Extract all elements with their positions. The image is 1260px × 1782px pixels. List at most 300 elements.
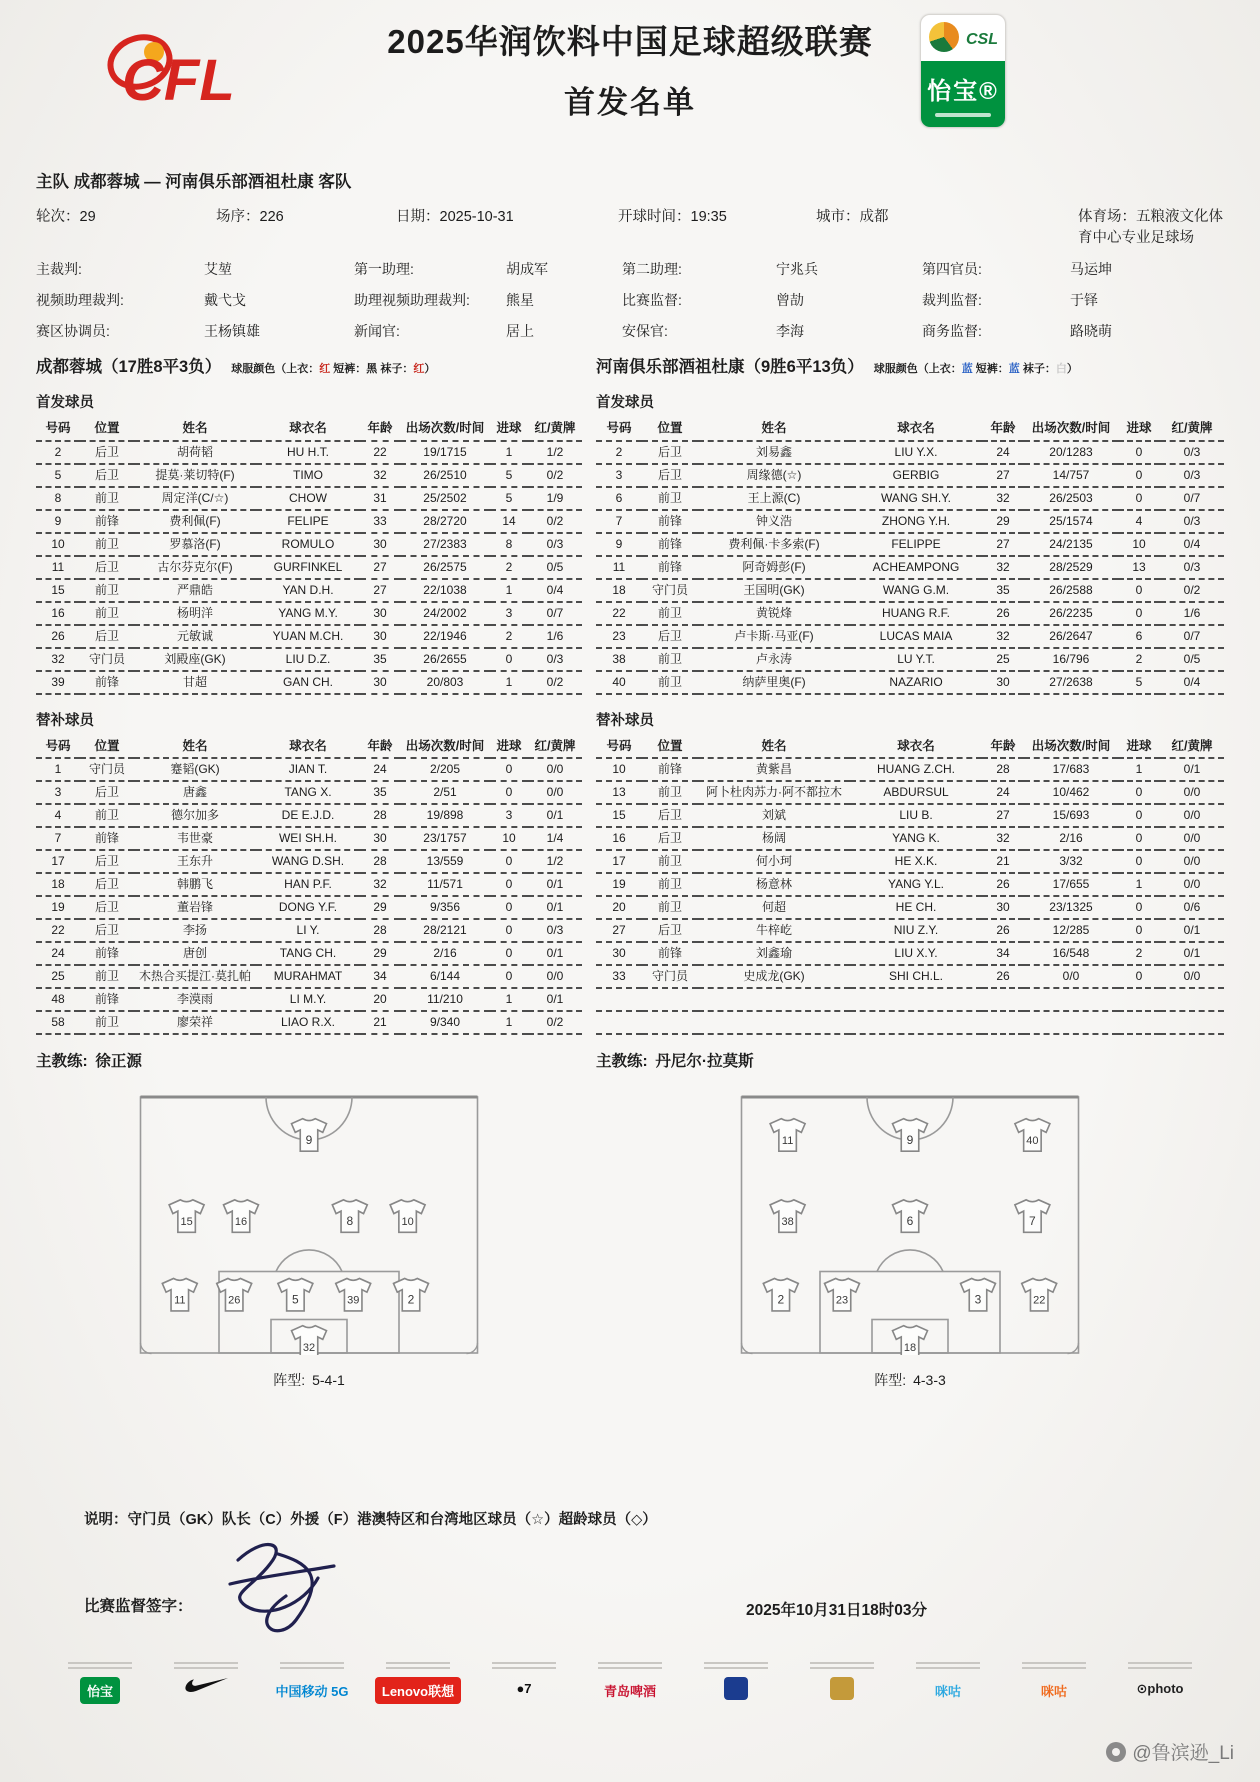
player-cell: 10 xyxy=(36,533,80,556)
player-row xyxy=(36,510,1224,533)
svg-text:9: 9 xyxy=(906,1133,914,1148)
column-header: 球衣名 xyxy=(850,736,982,759)
player-cell: 11 xyxy=(596,556,642,579)
column-header: 红/黄牌 xyxy=(528,736,582,759)
player-cell: 后卫 xyxy=(80,441,134,464)
section-label: 替补球员 xyxy=(596,712,654,729)
player-cell: 0/4 xyxy=(1160,533,1224,556)
jersey-11 xyxy=(162,1279,197,1312)
player-cell: 守门员 xyxy=(80,758,134,781)
supervisor-signature xyxy=(204,1532,364,1647)
player-cell: 26/2647 xyxy=(1024,625,1118,648)
official-label: 赛区协调员: xyxy=(36,323,110,339)
player-cell: 0 xyxy=(1118,804,1160,827)
player-cell: 前锋 xyxy=(642,510,698,533)
player-cell: 15/693 xyxy=(1024,804,1118,827)
player-cell: 0 xyxy=(1118,919,1160,942)
player-cell: 0 xyxy=(1118,850,1160,873)
jersey-38 xyxy=(770,1200,805,1233)
official-label: 主裁判: xyxy=(36,261,82,277)
player-cell: 27 xyxy=(360,556,400,579)
jersey-5 xyxy=(278,1279,313,1312)
player-cell: 廖荣祥 xyxy=(134,1011,256,1034)
player-cell: ZHONG Y.H. xyxy=(850,510,982,533)
player-cell: 费利佩·卡多索(F) xyxy=(698,533,850,556)
svg-text:11: 11 xyxy=(781,1135,794,1148)
official-name: 马运坤 xyxy=(1070,261,1112,277)
player-cell: 30 xyxy=(360,827,400,850)
player-row xyxy=(36,804,1224,827)
player-cell: 15 xyxy=(36,579,80,602)
player-cell: 26/2235 xyxy=(1024,602,1118,625)
player-cell: 阿卜杜肉苏力·阿不都拉木 xyxy=(698,781,850,804)
player-cell: 唐创 xyxy=(134,942,256,965)
official-label: 视频助理裁判: xyxy=(36,292,124,308)
player-cell: HE CH. xyxy=(850,896,982,919)
player-row xyxy=(36,873,1224,896)
lenovo-logo xyxy=(370,1662,466,1704)
player-cell: 0/5 xyxy=(528,556,582,579)
player-cell: 刘殿座(GK) xyxy=(134,648,256,671)
gold-partner-logo xyxy=(794,1662,890,1704)
info-value: 五粮液文化体育中心专业足球场 xyxy=(1078,209,1223,246)
player-cell: CHOW xyxy=(256,487,360,510)
svg-text:22: 22 xyxy=(1033,1294,1046,1307)
player-cell: 17/655 xyxy=(1024,873,1118,896)
player-cell: 卢卡斯·马亚(F) xyxy=(698,625,850,648)
player-row xyxy=(36,965,1224,988)
column-header: 进球 xyxy=(1118,418,1160,441)
player-cell: 董岩锋 xyxy=(134,896,256,919)
player-cell: 后卫 xyxy=(80,556,134,579)
player-cell: 32 xyxy=(36,648,80,671)
player-cell: 3 xyxy=(490,602,528,625)
player-cell: 3 xyxy=(490,804,528,827)
watermark-text: @鲁滨逊_Li xyxy=(1132,1743,1234,1764)
player-cell: 古尔芬克尔(F) xyxy=(134,556,256,579)
player-cell: 28/2720 xyxy=(400,510,490,533)
player-cell: 蹇韬(GK) xyxy=(134,758,256,781)
player-cell: 前锋 xyxy=(642,556,698,579)
blue-partner-logo xyxy=(688,1662,784,1704)
player-cell: 0/1 xyxy=(528,804,582,827)
player-cell: 后卫 xyxy=(80,625,134,648)
player-cell: 0/0 xyxy=(1160,804,1224,827)
player-cell: 29 xyxy=(360,896,400,919)
player-cell: 何小珂 xyxy=(698,850,850,873)
player-cell: 3 xyxy=(596,464,642,487)
player-cell: 23/1757 xyxy=(400,827,490,850)
player-cell: 0/7 xyxy=(1160,625,1224,648)
player-cell: 唐鑫 xyxy=(134,781,256,804)
kit-shirt-color: 红 xyxy=(319,363,331,375)
column-header: 红/黄牌 xyxy=(528,418,582,441)
player-cell: 周定洋(C/☆) xyxy=(134,487,256,510)
player-cell: 21 xyxy=(360,1011,400,1034)
player-cell: 30 xyxy=(982,896,1024,919)
player-cell: LI M.Y. xyxy=(256,988,360,1011)
player-cell: 6 xyxy=(1118,625,1160,648)
player-cell: LUCAS MAIA xyxy=(850,625,982,648)
player-cell: 杨阔 xyxy=(698,827,850,850)
player-cell: 39 xyxy=(36,671,80,694)
player-cell: 后卫 xyxy=(642,625,698,648)
official-label: 助理视频助理裁判: xyxy=(354,292,470,308)
column-header: 号码 xyxy=(596,736,642,759)
player-cell: 16/548 xyxy=(1024,942,1118,965)
player-cell: LIU B. xyxy=(850,804,982,827)
column-header: 年龄 xyxy=(360,418,400,441)
player-cell: 0 xyxy=(1118,579,1160,602)
player-cell: 32 xyxy=(360,464,400,487)
player-cell: 26/2510 xyxy=(400,464,490,487)
player-cell: 26 xyxy=(982,965,1024,988)
player-cell: 前锋 xyxy=(80,671,134,694)
player-cell: 2 xyxy=(36,441,80,464)
info-label: 体育场： xyxy=(1078,209,1136,225)
player-cell xyxy=(850,988,982,1011)
player-cell: 0/2 xyxy=(1160,579,1224,602)
column-header: 年龄 xyxy=(982,418,1024,441)
player-cell: 9/340 xyxy=(400,1011,490,1034)
player-cell xyxy=(642,1011,698,1034)
player-cell: 前锋 xyxy=(642,942,698,965)
migu-orange-logo xyxy=(1006,1662,1102,1704)
player-cell: 2/16 xyxy=(400,942,490,965)
player-cell: LIU D.Z. xyxy=(256,648,360,671)
svg-text:3: 3 xyxy=(974,1292,982,1307)
player-cell: 24/2002 xyxy=(400,602,490,625)
svg-text:11: 11 xyxy=(174,1294,186,1307)
player-cell xyxy=(596,988,642,1011)
column-header: 号码 xyxy=(596,418,642,441)
player-cell: LIU Y.X. xyxy=(850,441,982,464)
player-cell: 后卫 xyxy=(80,873,134,896)
player-cell: 18 xyxy=(596,579,642,602)
player-cell: 后卫 xyxy=(642,804,698,827)
player-cell xyxy=(982,988,1024,1011)
player-cell: 25 xyxy=(982,648,1024,671)
player-cell: 11/571 xyxy=(400,873,490,896)
player-cell: DONG Y.F. xyxy=(256,896,360,919)
player-cell: 5 xyxy=(1118,671,1160,694)
official-name: 李海 xyxy=(776,323,804,339)
player-cell: 黄紫昌 xyxy=(698,758,850,781)
player-cell: 0 xyxy=(490,919,528,942)
player-row xyxy=(36,942,1224,965)
player-cell: 2/51 xyxy=(400,781,490,804)
csl-text: CSL xyxy=(966,31,998,48)
player-cell: HUANG R.F. xyxy=(850,602,982,625)
jersey-3 xyxy=(961,1279,996,1312)
player-cell: HU H.T. xyxy=(256,441,360,464)
player-cell: 28/2121 xyxy=(400,919,490,942)
player-cell: 守门员 xyxy=(80,648,134,671)
official-name: 胡成军 xyxy=(506,261,548,277)
player-cell: 27/2383 xyxy=(400,533,490,556)
player-cell: 16/796 xyxy=(1024,648,1118,671)
player-cell: 前卫 xyxy=(80,487,134,510)
coach-row xyxy=(36,1049,1224,1071)
official-name: 王杨镇雄 xyxy=(204,323,260,339)
player-cell: 钟义浩 xyxy=(698,510,850,533)
kit-colors: 球服颜色（上衣：红 短裤：黑 袜子：红） xyxy=(231,363,436,375)
match-info-item xyxy=(1078,205,1224,247)
player-cell: MURAHMAT xyxy=(256,965,360,988)
player-cell: 26 xyxy=(982,873,1024,896)
player-cell: 前锋 xyxy=(642,758,698,781)
player-cell: 19 xyxy=(36,896,80,919)
player-cell: 30 xyxy=(596,942,642,965)
kit-shirt-color: 蓝 xyxy=(961,363,973,375)
player-cell: 提莫·莱切特(F) xyxy=(134,464,256,487)
player-cell: 后卫 xyxy=(642,464,698,487)
player-cell: 20 xyxy=(360,988,400,1011)
player-cell: 26/2588 xyxy=(1024,579,1118,602)
subs-table xyxy=(36,736,1224,1036)
player-cell: 0 xyxy=(490,896,528,919)
jersey-9 xyxy=(893,1119,928,1152)
player-cell: 前卫 xyxy=(80,965,134,988)
nike-swoosh-icon xyxy=(158,1677,254,1699)
player-row xyxy=(36,556,1224,579)
player-cell: 后卫 xyxy=(80,896,134,919)
player-cell: 32 xyxy=(982,487,1024,510)
player-cell: 8 xyxy=(36,487,80,510)
player-cell: 22 xyxy=(36,919,80,942)
player-cell: YANG M.Y. xyxy=(256,602,360,625)
player-cell: 7 xyxy=(36,827,80,850)
player-row xyxy=(36,671,1224,694)
page-title: 2025华润饮料中国足球超级联赛 xyxy=(387,23,873,60)
player-cell: 前锋 xyxy=(80,827,134,850)
player-cell: 17 xyxy=(36,850,80,873)
player-cell: 0 xyxy=(1118,441,1160,464)
player-cell: JIAN T. xyxy=(256,758,360,781)
player-cell: 4 xyxy=(36,804,80,827)
column-header: 年龄 xyxy=(982,736,1024,759)
player-cell: 27 xyxy=(982,804,1024,827)
cfl-logo xyxy=(94,22,274,127)
player-cell: 2 xyxy=(1118,942,1160,965)
jersey-10 xyxy=(390,1200,425,1233)
player-cell: 0/1 xyxy=(528,942,582,965)
official-label: 第二助理: xyxy=(622,261,682,277)
report-datetime: 2025年10月31日18时03分 xyxy=(746,1602,927,1619)
match-info-item xyxy=(396,205,618,247)
kit-shorts-color: 黑 xyxy=(366,363,378,375)
player-row xyxy=(36,758,1224,781)
player-cell: 9 xyxy=(596,533,642,556)
player-cell: TANG X. xyxy=(256,781,360,804)
csl-yibao-badge xyxy=(920,14,1006,128)
pitch-home xyxy=(36,1093,582,1390)
player-cell: 0/2 xyxy=(528,1011,582,1034)
header xyxy=(36,0,1224,154)
player-cell: 何超 xyxy=(698,896,850,919)
svg-text:6: 6 xyxy=(906,1214,914,1229)
player-cell: 王国明(GK) xyxy=(698,579,850,602)
player-cell: 0/0 xyxy=(1160,850,1224,873)
logo-text xyxy=(830,1677,855,1700)
starters-labels xyxy=(36,391,1224,412)
svg-text:26: 26 xyxy=(228,1294,241,1307)
player-cell: HUANG Z.CH. xyxy=(850,758,982,781)
player-cell: 0 xyxy=(490,781,528,804)
logo-caption xyxy=(598,1662,662,1670)
svg-text:32: 32 xyxy=(302,1342,316,1355)
player-cell: 38 xyxy=(596,648,642,671)
player-cell: 前卫 xyxy=(642,850,698,873)
player-cell: 26 xyxy=(982,919,1024,942)
player-cell xyxy=(642,988,698,1011)
player-cell: 25/1574 xyxy=(1024,510,1118,533)
player-cell: 韩鹏飞 xyxy=(134,873,256,896)
player-cell: 后卫 xyxy=(642,919,698,942)
player-cell: 26/2503 xyxy=(1024,487,1118,510)
player-cell: 40 xyxy=(596,671,642,694)
player-cell: 20 xyxy=(596,896,642,919)
player-cell: 31 xyxy=(360,487,400,510)
player-cell: 1/4 xyxy=(528,827,582,850)
player-cell: 28 xyxy=(360,919,400,942)
player-cell: 27 xyxy=(596,919,642,942)
info-label: 场序： xyxy=(216,209,260,225)
player-cell: FELIPE xyxy=(256,510,360,533)
player-cell: 黄锐烽 xyxy=(698,602,850,625)
player-cell: 33 xyxy=(360,510,400,533)
pitch-away xyxy=(596,1093,1224,1390)
player-cell: 27 xyxy=(982,464,1024,487)
player-cell: 1 xyxy=(490,1011,528,1034)
player-cell: 前卫 xyxy=(642,648,698,671)
column-header: 姓名 xyxy=(698,418,850,441)
starters-table xyxy=(36,418,1224,695)
team-header-away xyxy=(596,353,1224,377)
player-cell: 0 xyxy=(490,942,528,965)
jersey-40 xyxy=(1015,1119,1050,1152)
player-cell: 20/1283 xyxy=(1024,441,1118,464)
player-cell: 25 xyxy=(36,965,80,988)
player-cell: 14/757 xyxy=(1024,464,1118,487)
player-cell xyxy=(1160,988,1224,1011)
svg-text:15: 15 xyxy=(180,1216,193,1229)
column-header: 进球 xyxy=(490,418,528,441)
logo-caption xyxy=(1128,1662,1192,1670)
player-cell: 3/32 xyxy=(1024,850,1118,873)
player-cell: 0/3 xyxy=(528,533,582,556)
player-cell: 18 xyxy=(36,873,80,896)
player-cell: 0/0 xyxy=(1160,873,1224,896)
team-name: 成都蓉城（17胜8平3负） xyxy=(36,358,222,376)
player-cell xyxy=(1160,1011,1224,1034)
player-cell: 前卫 xyxy=(80,804,134,827)
formation-label: 阵型: 4-3-3 xyxy=(874,1372,946,1389)
player-cell: 前锋 xyxy=(80,510,134,533)
player-cell: 0/7 xyxy=(1160,487,1224,510)
info-label: 轮次： xyxy=(36,209,80,225)
logo-caption xyxy=(810,1662,874,1670)
svg-text:CFL: CFL xyxy=(122,48,235,113)
player-cell: 0/0 xyxy=(528,965,582,988)
player-cell: ABDURSUL xyxy=(850,781,982,804)
china-mobile-5g-logo xyxy=(264,1662,360,1704)
player-cell: 0/3 xyxy=(1160,556,1224,579)
player-cell: 30 xyxy=(360,602,400,625)
player-cell: 30 xyxy=(360,671,400,694)
formation-diagrams xyxy=(36,1093,1224,1390)
formation-label: 阵型: 5-4-1 xyxy=(273,1372,345,1389)
player-cell: 5 xyxy=(490,487,528,510)
player-cell: 23 xyxy=(596,625,642,648)
player-row xyxy=(36,850,1224,873)
player-cell: 纳萨里奥(F) xyxy=(698,671,850,694)
jersey-8 xyxy=(332,1200,367,1233)
player-cell: 前卫 xyxy=(80,579,134,602)
jersey-23 xyxy=(825,1279,860,1312)
player-cell: 27/2638 xyxy=(1024,671,1118,694)
player-cell: HAN P.F. xyxy=(256,873,360,896)
player-cell: 24 xyxy=(360,758,400,781)
player-cell: 3 xyxy=(36,781,80,804)
player-cell: 木热合买提江·莫扎帕 xyxy=(134,965,256,988)
player-cell: 周缘德(☆) xyxy=(698,464,850,487)
logo-text: 怡宝 xyxy=(80,1677,120,1704)
player-cell: 0 xyxy=(490,965,528,988)
section-label: 首发球员 xyxy=(36,395,94,411)
player-cell: 史成龙(GK) xyxy=(698,965,850,988)
player-cell: 22 xyxy=(596,602,642,625)
logo-text: Lenovo联想 xyxy=(375,1677,461,1704)
column-header: 进球 xyxy=(490,736,528,759)
svg-text:40: 40 xyxy=(1026,1135,1039,1148)
player-cell: 6/144 xyxy=(400,965,490,988)
official-name: 宁兆兵 xyxy=(776,261,818,277)
player-cell xyxy=(1118,988,1160,1011)
match-info-item xyxy=(216,205,396,247)
player-cell: 23/1325 xyxy=(1024,896,1118,919)
player-cell: 0 xyxy=(490,758,528,781)
player-cell: 李扬 xyxy=(134,919,256,942)
match-info-row xyxy=(36,205,1224,247)
column-header: 位置 xyxy=(80,418,134,441)
jersey-32 xyxy=(292,1326,327,1355)
player-row xyxy=(36,919,1224,942)
column-header: 红/黄牌 xyxy=(1160,736,1224,759)
player-cell xyxy=(698,1011,850,1034)
player-cell: 10 xyxy=(596,758,642,781)
player-cell: 1/2 xyxy=(528,441,582,464)
svg-text:39: 39 xyxy=(347,1294,360,1307)
player-row xyxy=(36,533,1224,556)
player-cell: 20/803 xyxy=(400,671,490,694)
official-name: 路晓萌 xyxy=(1070,323,1112,339)
player-cell: FELIPPE xyxy=(850,533,982,556)
player-cell: GURFINKEL xyxy=(256,556,360,579)
migu-blue-logo xyxy=(900,1662,996,1704)
half-pitch xyxy=(740,1093,1080,1355)
player-cell: 前卫 xyxy=(642,602,698,625)
logo-text: 中国移动 5G xyxy=(275,1684,349,1699)
player-cell: 后卫 xyxy=(642,441,698,464)
player-cell: 王东升 xyxy=(134,850,256,873)
player-cell: 17/683 xyxy=(1024,758,1118,781)
player-cell: 48 xyxy=(36,988,80,1011)
player-cell: 0/0 xyxy=(1160,781,1224,804)
player-cell: 0/3 xyxy=(1160,441,1224,464)
player-cell: 杨明洋 xyxy=(134,602,256,625)
player-cell: 32 xyxy=(982,625,1024,648)
